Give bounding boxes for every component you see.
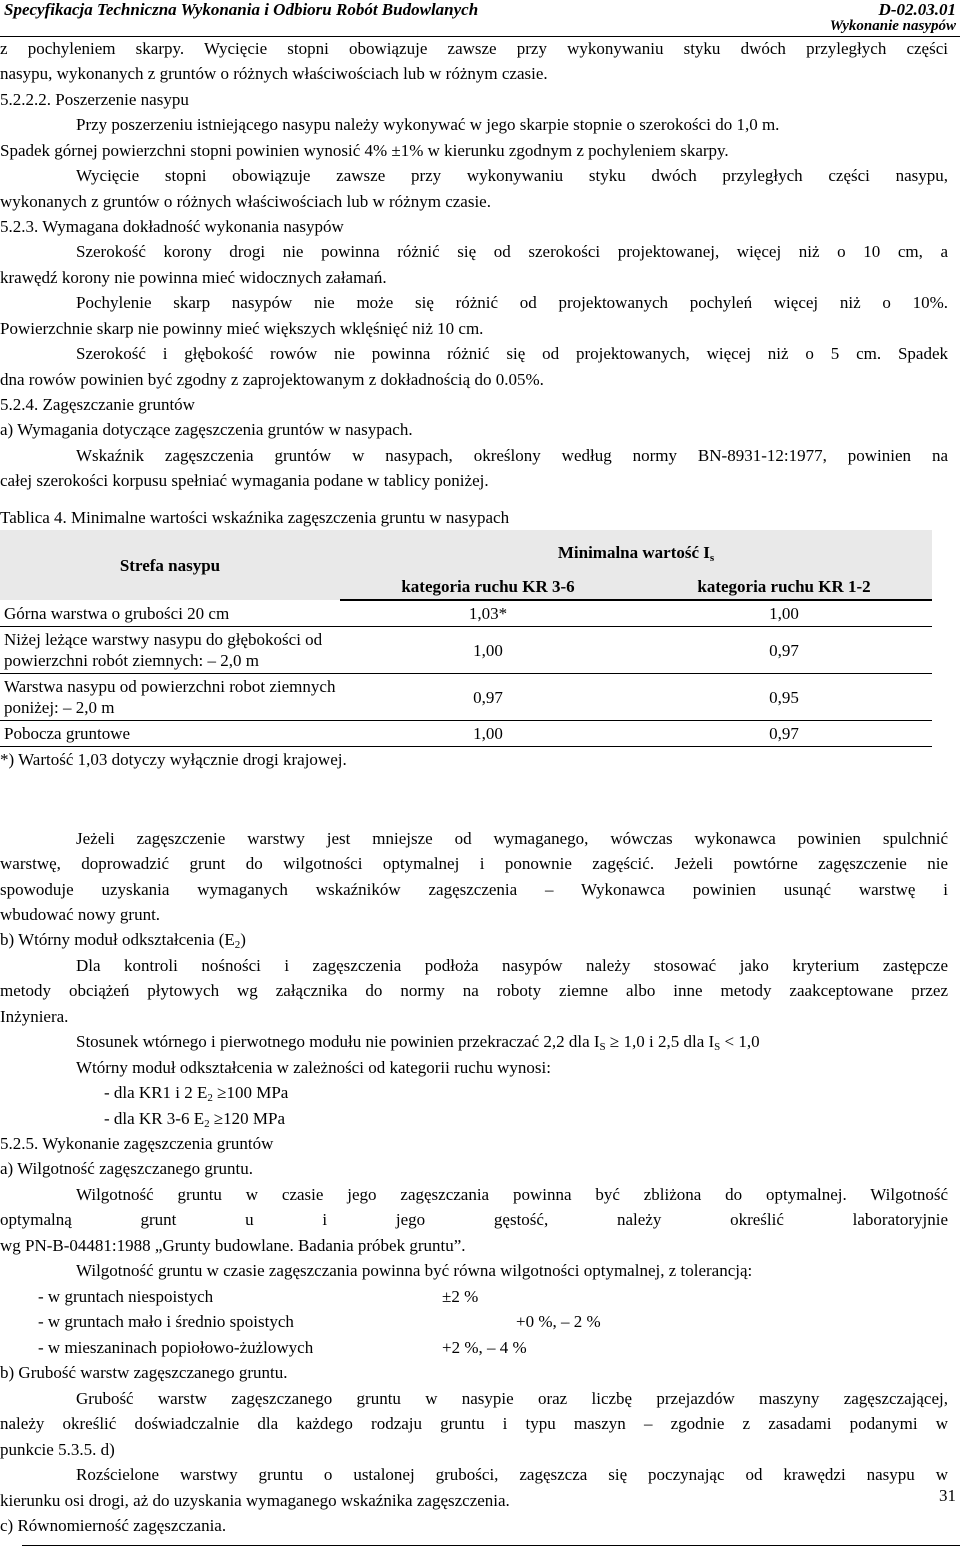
- zone-cell: Górna warstwa o grubości 20 cm: [0, 600, 340, 627]
- text-line: Stosunek wtórnego i pierwotnego modułu nie powinien przekraczać 2,2 dla $I_S \ge 1,0$ i 2,5 dla $I_S < 1,0$: [76, 1032, 760, 1053]
- header-zone: Strefa nasypu: [0, 530, 340, 600]
- text-line: optymalną grunt u i jego gęstość, należy określić laboratoryjnie: [0, 1210, 948, 1229]
- text-line: nasypu, wykonanych z gruntów o różnych właściwościach lub w różnym czasie.: [0, 64, 548, 83]
- list-item: - w gruntach mało i średnio spoistych +0 %, – 2 %: [38, 1312, 601, 1331]
- document-title: Specyfikacja Techniczna Wykonania i Odbioru Robót Budowlanych: [4, 0, 479, 19]
- text-line: Szerokość korony drogi nie powinna różnić się od szerokości projektowanej, więcej niż o 10 cm, a: [76, 242, 948, 261]
- header-min-value: Minimalna wartość $I_s$: [340, 530, 932, 574]
- section-heading: c) Równomierność zagęszczania.: [0, 1516, 227, 1535]
- text-line: Przy poszerzeniu istniejącego nasypu należy wykonywać w jego skarpie stopnie o szerokości do 1,0 m.: [76, 115, 780, 134]
- text-line: warstwę, doprowadzić grunt do wilgotności optymalnej i ponownie zagęścić. Jeżeli powtórne zagęszczenie nie: [0, 854, 948, 873]
- text-line: punkcie 5.3.5. d): [0, 1440, 115, 1459]
- zone-cell: Niżej leżące warstwy nasypu do głębokości od powierzchni robót ziemnych: – 2,0 m: [0, 627, 340, 674]
- section-heading: 5.2.5. Wykonanie zagęszczenia gruntów: [0, 1134, 274, 1153]
- text-line: Grubość warstw zagęszczanego gruntu w nasypie oraz liczbę przejazdów maszyny zagęszczającej,: [76, 1389, 948, 1408]
- text-line: wykonanych z gruntów o różnych właściwościach lub w różnym czasie.: [0, 192, 491, 211]
- list-item: - dla KR1 i 2 $E_2 \ge 100$ MPa: [104, 1083, 289, 1104]
- zone-cell: Warstwa nasypu od powierzchni robot ziemnych poniżej: – 2,0 m: [0, 674, 340, 721]
- table-caption: Tablica 4. Minimalne wartości wskaźnika zagęszczenia gruntu w nasypach: [0, 508, 510, 527]
- text-line: Szerokość i głębokość rowów nie powinna różnić się od projektowanych, więcej niż o 5 cm. Spadek: [76, 344, 948, 363]
- text-line: dna rowów powinien być zgodny z zaprojektowanym z dokładnością do 0.05%.: [0, 370, 544, 389]
- section-heading: b) Wtórny moduł odkształcenia $(E_2)$: [0, 930, 246, 951]
- text-line: należy określić doświadczalnie dla każdego rodzaju gruntu i typu maszyn – zgodnie z zasadami podanymi w: [0, 1414, 948, 1433]
- text-line: metody obciążeń płytowych wg załącznika do normy na roboty ziemne albo inne metody zaakceptowane przez: [0, 981, 948, 1000]
- page-header: [0, 0, 960, 37]
- text-line: a) Wymagania dotyczące zagęszczenia gruntów w nasypach.: [0, 420, 413, 439]
- text-line: wg PN-B-04481:1988 „Grunty budowlane. Badania próbek gruntu”.: [0, 1236, 466, 1255]
- section-heading: 5.2.3. Wymagana dokładność wykonania nasypów: [0, 217, 344, 236]
- text-line: a) Wilgotność zagęszczanego gruntu.: [0, 1159, 253, 1178]
- list-item: - w mieszaninach popiołowo-żużlowych +2 %, – 4 %: [38, 1338, 527, 1357]
- kr36-cell: 1,03*: [340, 600, 636, 627]
- text-line: Wilgotność gruntu w czasie zagęszczania powinna być równa wilgotności optymalnej, z tolerancją:: [76, 1261, 753, 1280]
- text-line: Inżyniera.: [0, 1007, 69, 1026]
- text-line: spowoduje uzyskania wymaganych wskaźników zagęszczenia – Wykonawca powinien usunąć warstwę i: [0, 880, 948, 899]
- kr36-cell: 0,97: [340, 674, 636, 721]
- kr36-cell: 1,00: [340, 721, 636, 747]
- text-line: krawędź korony nie powinna mieć widocznych załamań.: [0, 268, 387, 287]
- section-heading: 5.2.4. Zagęszczanie gruntów: [0, 395, 195, 414]
- text-line: Dla kontroli nośności i zagęszczenia podłoża nasypów należy stosować jako kryterium zastępcze: [76, 956, 948, 975]
- text-line: Jeżeli zagęszczenie warstwy jest mniejsze od wymaganego, wówczas wykonawca powinien spulchnić: [76, 829, 948, 848]
- kr12-cell: 1,00: [636, 600, 932, 627]
- compaction-table: [0, 530, 932, 771]
- document-subtitle: Wykonanie nasypów: [829, 18, 956, 34]
- table-row: [0, 627, 932, 674]
- footer-rule: [22, 1545, 960, 1546]
- header-kr36: kategoria ruchu KR 3-6: [340, 574, 636, 600]
- page-number: 31: [939, 1486, 956, 1505]
- text-line: Pochylenie skarp nasypów nie może się różnić od projektowanych pochyleń więcej niż o 10%.: [76, 293, 948, 312]
- section-heading: b) Grubość warstw zagęszczanego gruntu.: [0, 1363, 288, 1382]
- text-line: Wskaźnik zagęszczenia gruntów w nasypach, określony według normy BN-8931-12:1977, powinien na: [76, 446, 948, 465]
- header-kr12: kategoria ruchu KR 1-2: [636, 574, 932, 600]
- zone-cell: Pobocza gruntowe: [0, 721, 340, 747]
- table-row: [0, 674, 932, 721]
- table-row: [0, 600, 932, 627]
- text-line: Wtórny moduł odkształcenia w zależności od kategorii ruchu wynosi:: [76, 1058, 551, 1077]
- table-row: [0, 721, 932, 747]
- kr36-cell: 1,00: [340, 627, 636, 674]
- text-line: wbudować nowy grunt.: [0, 905, 161, 924]
- document-code: D-02.03.01: [878, 0, 956, 19]
- text-line: kierunku osi drogi, aż do uzyskania wymaganego wskaźnika zagęszczenia.: [0, 1491, 510, 1510]
- text-line: Spadek górnej powierzchni stopni powinien wynosić 4% ±1% w kierunku zgodnym z pochyleniem skarpy.: [0, 141, 729, 160]
- text-line: całej szerokości korpusu spełniać wymagania podane w tablicy poniżej.: [0, 471, 489, 490]
- text-line: Wycięcie stopni obowiązuje zawsze przy wykonywaniu styku dwóch przyległych części nasypu,: [76, 166, 948, 185]
- kr12-cell: 0,95: [636, 674, 932, 721]
- text-line: Powierzchnie skarp nie powinny mieć większych wklęśnięć niż 10 cm.: [0, 319, 484, 338]
- text-line: Wilgotność gruntu w czasie jego zagęszczania powinna być zbliżona do optymalnej. Wilgotność: [76, 1185, 948, 1204]
- table-footnote: *) Wartość 1,03 dotyczy wyłącznie drogi krajowej.: [0, 750, 347, 769]
- kr12-cell: 0,97: [636, 627, 932, 674]
- list-item: - dla KR 3-6 $E_2 \ge 120$ MPa: [104, 1109, 286, 1130]
- text-line: Rozścielone warstwy gruntu o ustalonej grubości, zagęszcza się poczynając od krawędzi nasypu w: [76, 1465, 948, 1484]
- text-line: z pochyleniem skarpy. Wycięcie stopni obowiązuje zawsze przy wykonywaniu styku dwóch przyległych części: [0, 39, 948, 58]
- section-heading: 5.2.2.2. Poszerzenie nasypu: [0, 90, 189, 109]
- list-item: - w gruntach niespoistych ±2 %: [38, 1287, 479, 1306]
- kr12-cell: 0,97: [636, 721, 932, 747]
